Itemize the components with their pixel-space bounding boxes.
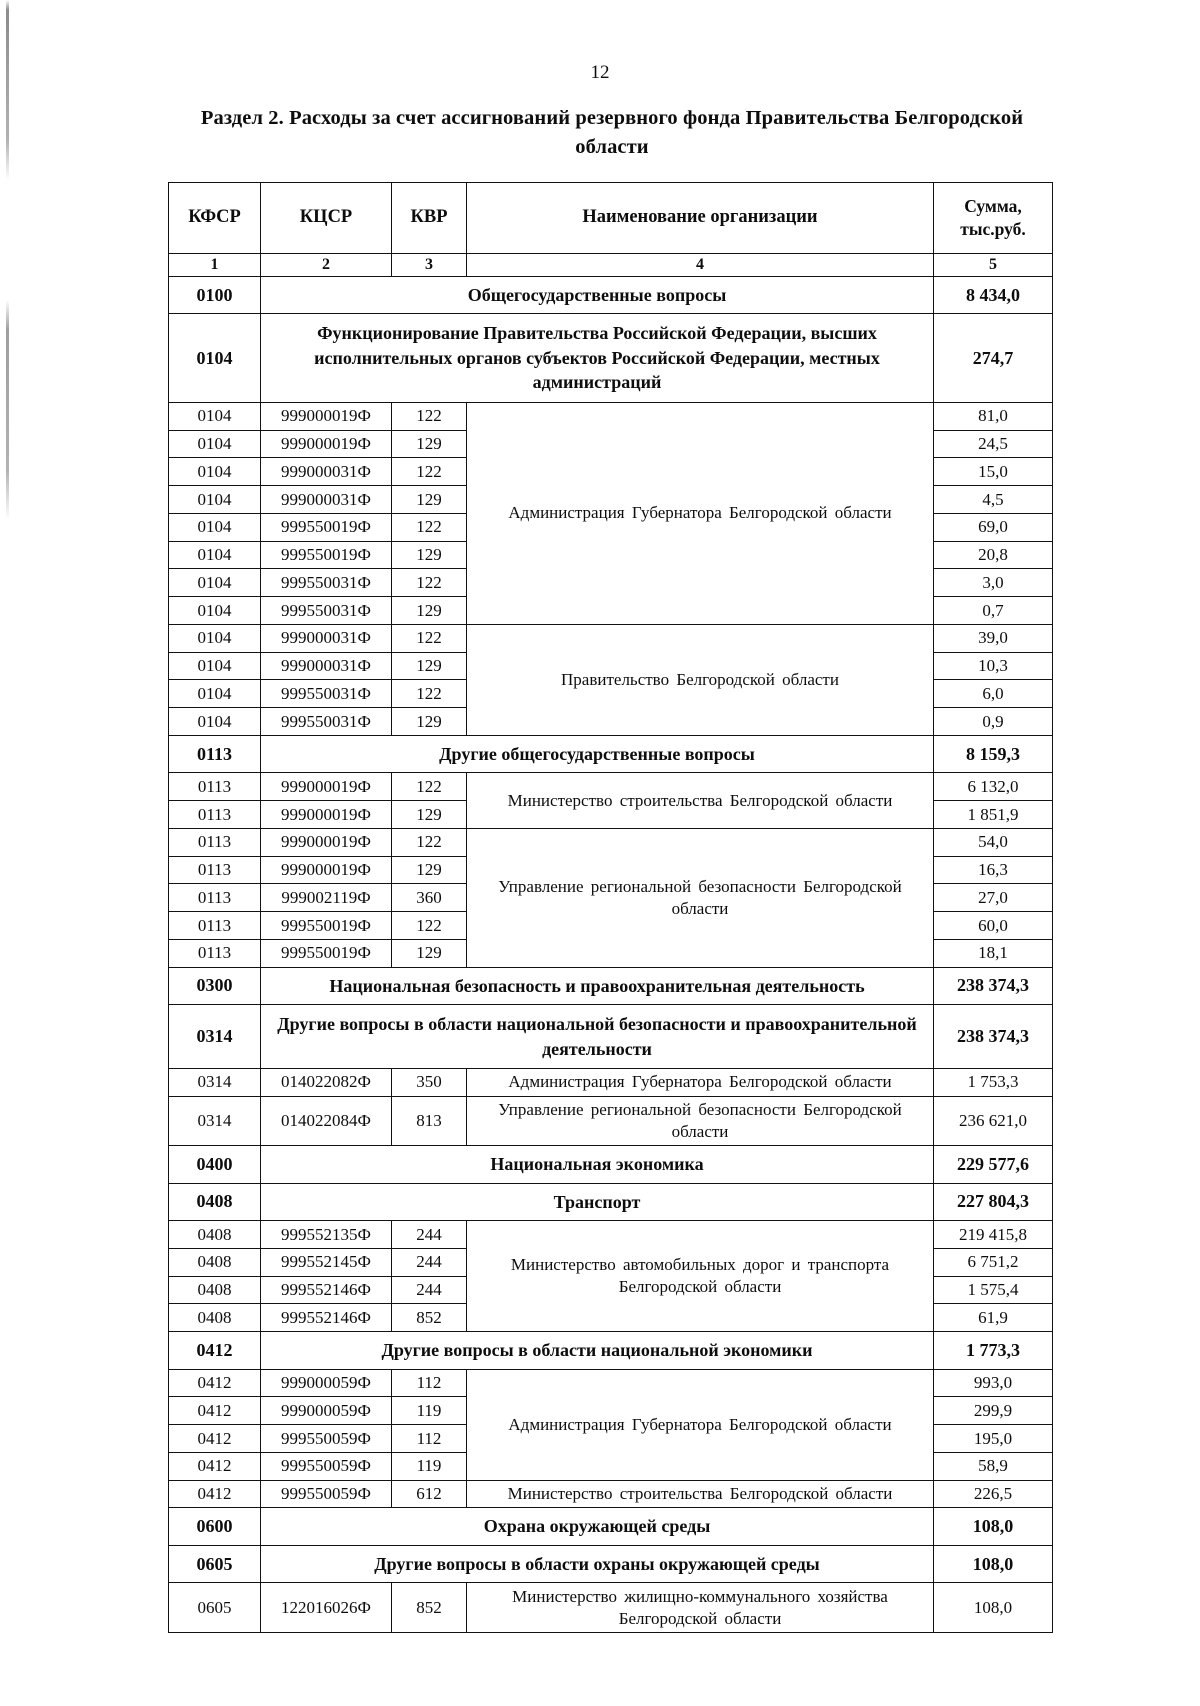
section-name: Другие вопросы в области охраны окружающей среды — [261, 1545, 934, 1582]
cell-kvr: 129 — [392, 597, 467, 625]
sum-header-line-2: тыс.руб. — [960, 218, 1026, 239]
cell-kcsr: 999000059Ф — [261, 1369, 392, 1397]
section-kfsr-code: 0412 — [169, 1332, 261, 1369]
cell-sum: 4,5 — [934, 486, 1053, 514]
section-sum: 274,7 — [934, 314, 1053, 402]
cell-sum: 60,0 — [934, 912, 1053, 940]
section-kfsr-code: 0600 — [169, 1508, 261, 1545]
table-row — [169, 1583, 1053, 1633]
cell-kfsr: 0104 — [169, 680, 261, 708]
cell-kvr: 129 — [392, 856, 467, 884]
section-sum: 238 374,3 — [934, 967, 1053, 1004]
cell-kfsr: 0412 — [169, 1425, 261, 1453]
cell-kcsr: 999000019Ф — [261, 430, 392, 458]
cell-sum: 299,9 — [934, 1397, 1053, 1425]
cell-kfsr: 0104 — [169, 486, 261, 514]
cell-kfsr: 0412 — [169, 1369, 261, 1397]
table-row — [169, 828, 1053, 856]
cell-kvr: 852 — [392, 1304, 467, 1332]
cell-sum: 219 415,8 — [934, 1221, 1053, 1249]
cell-kfsr: 0113 — [169, 801, 261, 829]
cell-kcsr: 999000031Ф — [261, 624, 392, 652]
cell-sum: 58,9 — [934, 1452, 1053, 1480]
cell-kfsr: 0113 — [169, 912, 261, 940]
section-row — [169, 735, 1053, 772]
cell-sum: 0,9 — [934, 708, 1053, 736]
cell-sum: 6 751,2 — [934, 1248, 1053, 1276]
cell-kfsr: 0104 — [169, 624, 261, 652]
cell-kcsr: 999000031Ф — [261, 458, 392, 486]
cell-kvr: 122 — [392, 680, 467, 708]
cell-kfsr: 0104 — [169, 652, 261, 680]
cell-sum: 16,3 — [934, 856, 1053, 884]
cell-kcsr: 999000019Ф — [261, 801, 392, 829]
section-sum: 1 773,3 — [934, 1332, 1053, 1369]
cell-kvr: 122 — [392, 513, 467, 541]
cell-kcsr: 999550059Ф — [261, 1425, 392, 1453]
cell-organization: Министерство строительства Белгородской области — [467, 773, 934, 829]
cell-kvr: 112 — [392, 1425, 467, 1453]
cell-kfsr: 0412 — [169, 1397, 261, 1425]
section-kfsr-code: 0605 — [169, 1545, 261, 1582]
cell-kcsr: 999000031Ф — [261, 652, 392, 680]
scan-edge-artifact — [6, 0, 9, 1706]
section-kfsr-code: 0104 — [169, 314, 261, 402]
cell-kvr: 129 — [392, 430, 467, 458]
cell-kfsr: 0412 — [169, 1452, 261, 1480]
cell-kvr: 244 — [392, 1248, 467, 1276]
cell-kcsr: 999000019Ф — [261, 828, 392, 856]
section-row — [169, 314, 1053, 402]
cell-sum: 1 575,4 — [934, 1276, 1053, 1304]
column-number: 2 — [261, 253, 392, 276]
section-name: Общегосударственные вопросы — [261, 276, 934, 313]
section-row — [169, 276, 1053, 313]
cell-kvr: 244 — [392, 1221, 467, 1249]
cell-kcsr: 999550031Ф — [261, 569, 392, 597]
cell-kcsr: 999000019Ф — [261, 856, 392, 884]
section-kfsr-code: 0100 — [169, 276, 261, 313]
cell-sum: 24,5 — [934, 430, 1053, 458]
cell-kfsr: 0104 — [169, 597, 261, 625]
cell-sum: 15,0 — [934, 458, 1053, 486]
section-name: Охрана окружающей среды — [261, 1508, 934, 1545]
cell-kvr: 122 — [392, 569, 467, 597]
cell-sum: 39,0 — [934, 624, 1053, 652]
cell-kcsr: 999000059Ф — [261, 1397, 392, 1425]
cell-kfsr: 0408 — [169, 1221, 261, 1249]
table-row — [169, 1068, 1053, 1096]
cell-kcsr: 122016026Ф — [261, 1583, 392, 1633]
cell-kvr: 122 — [392, 828, 467, 856]
cell-kfsr: 0113 — [169, 884, 261, 912]
cell-kfsr: 0104 — [169, 513, 261, 541]
cell-sum: 0,7 — [934, 597, 1053, 625]
table-row — [169, 402, 1053, 430]
cell-sum: 236 621,0 — [934, 1096, 1053, 1146]
cell-kfsr: 0113 — [169, 828, 261, 856]
section-row — [169, 1545, 1053, 1582]
cell-kvr: 612 — [392, 1480, 467, 1508]
section-name: Транспорт — [261, 1183, 934, 1220]
cell-kvr: 112 — [392, 1369, 467, 1397]
section-sum: 8 159,3 — [934, 735, 1053, 772]
cell-kvr: 129 — [392, 486, 467, 514]
cell-kfsr: 0314 — [169, 1096, 261, 1146]
cell-kvr: 119 — [392, 1452, 467, 1480]
cell-kcsr: 014022082Ф — [261, 1068, 392, 1096]
cell-kcsr: 999550019Ф — [261, 513, 392, 541]
table-body — [169, 276, 1053, 1632]
cell-kvr: 122 — [392, 402, 467, 430]
cell-sum: 69,0 — [934, 513, 1053, 541]
section-sum: 108,0 — [934, 1545, 1053, 1582]
section-kfsr-code: 0408 — [169, 1183, 261, 1220]
cell-kvr: 129 — [392, 939, 467, 967]
cell-sum: 3,0 — [934, 569, 1053, 597]
cell-kcsr: 999552145Ф — [261, 1248, 392, 1276]
cell-organization: Правительство Белгородской области — [467, 624, 934, 735]
budget-table — [168, 182, 1053, 1633]
section-row — [169, 1146, 1053, 1183]
table-row — [169, 624, 1053, 652]
cell-kcsr: 999550031Ф — [261, 680, 392, 708]
section-row — [169, 967, 1053, 1004]
cell-kcsr: 014022084Ф — [261, 1096, 392, 1146]
cell-sum: 6 132,0 — [934, 773, 1053, 801]
section-sum: 8 434,0 — [934, 276, 1053, 313]
section-sum: 238 374,3 — [934, 1005, 1053, 1069]
cell-sum: 61,9 — [934, 1304, 1053, 1332]
cell-kcsr: 999550019Ф — [261, 912, 392, 940]
table-row — [169, 1096, 1053, 1146]
cell-sum: 1 753,3 — [934, 1068, 1053, 1096]
cell-kfsr: 0113 — [169, 856, 261, 884]
section-name: Другие общегосударственные вопросы — [261, 735, 934, 772]
table-row — [169, 1221, 1053, 1249]
cell-kvr: 244 — [392, 1276, 467, 1304]
cell-sum: 108,0 — [934, 1583, 1053, 1633]
section-name: Другие вопросы в области национальной экономики — [261, 1332, 934, 1369]
cell-kvr: 119 — [392, 1397, 467, 1425]
cell-organization: Администрация Губернатора Белгородской области — [467, 402, 934, 624]
column-number: 3 — [392, 253, 467, 276]
cell-kfsr: 0408 — [169, 1248, 261, 1276]
table-row — [169, 773, 1053, 801]
cell-kfsr: 0314 — [169, 1068, 261, 1096]
cell-kvr: 122 — [392, 773, 467, 801]
page-title: Раздел 2. Расходы за счет ассигнований резервного фонда Правительства Белгородской области — [200, 107, 1024, 159]
cell-kfsr: 0408 — [169, 1304, 261, 1332]
table-row — [169, 1480, 1053, 1508]
table-row — [169, 1369, 1053, 1397]
cell-kvr: 350 — [392, 1068, 467, 1096]
cell-organization: Министерство жилищно-коммунального хозяйства Белгородской области — [467, 1583, 934, 1633]
cell-kfsr: 0104 — [169, 458, 261, 486]
sum-header-line-1: Сумма, — [964, 196, 1022, 216]
cell-kcsr: 999550019Ф — [261, 541, 392, 569]
column-header-kcsr: КЦСР — [261, 183, 392, 254]
cell-kvr: 122 — [392, 458, 467, 486]
column-header-organization: Наименование организации — [467, 183, 934, 254]
cell-kcsr: 999552135Ф — [261, 1221, 392, 1249]
cell-kvr: 813 — [392, 1096, 467, 1146]
cell-kcsr: 999002119Ф — [261, 884, 392, 912]
cell-organization: Министерство строительства Белгородской области — [467, 1480, 934, 1508]
section-row — [169, 1332, 1053, 1369]
cell-kcsr: 999552146Ф — [261, 1276, 392, 1304]
section-name: Другие вопросы в области национальной безопасности и правоохранительной деятельности — [261, 1005, 934, 1069]
cell-kfsr: 0605 — [169, 1583, 261, 1633]
column-number: 1 — [169, 253, 261, 276]
cell-kvr: 129 — [392, 652, 467, 680]
cell-kvr: 122 — [392, 912, 467, 940]
column-header-kvr: КВР — [392, 183, 467, 254]
cell-kfsr: 0408 — [169, 1276, 261, 1304]
header-row — [169, 183, 1053, 254]
cell-sum: 1 851,9 — [934, 801, 1053, 829]
table-head — [169, 183, 1053, 277]
cell-kfsr: 0104 — [169, 430, 261, 458]
section-kfsr-code: 0400 — [169, 1146, 261, 1183]
cell-kfsr: 0412 — [169, 1480, 261, 1508]
section-kfsr-code: 0300 — [169, 967, 261, 1004]
section-sum: 227 804,3 — [934, 1183, 1053, 1220]
column-header-sum — [934, 183, 1053, 254]
cell-kfsr: 0113 — [169, 939, 261, 967]
section-row — [169, 1508, 1053, 1545]
cell-kcsr: 999550059Ф — [261, 1452, 392, 1480]
cell-sum: 6,0 — [934, 680, 1053, 708]
cell-sum: 18,1 — [934, 939, 1053, 967]
section-row — [169, 1183, 1053, 1220]
cell-kfsr: 0113 — [169, 773, 261, 801]
cell-organization: Управление региональной безопасности Белгородской области — [467, 828, 934, 967]
cell-kvr: 129 — [392, 541, 467, 569]
cell-sum: 226,5 — [934, 1480, 1053, 1508]
cell-kcsr: 999550031Ф — [261, 708, 392, 736]
section-name: Национальная безопасность и правоохранительная деятельность — [261, 967, 934, 1004]
cell-sum: 27,0 — [934, 884, 1053, 912]
cell-organization: Администрация Губернатора Белгородской области — [467, 1369, 934, 1480]
cell-organization: Администрация Губернатора Белгородской области — [467, 1068, 934, 1096]
cell-sum: 54,0 — [934, 828, 1053, 856]
column-number-row — [169, 253, 1053, 276]
column-number: 4 — [467, 253, 934, 276]
cell-kcsr: 999000031Ф — [261, 486, 392, 514]
cell-kfsr: 0104 — [169, 569, 261, 597]
section-name: Функционирование Правительства Российской Федерации, высших исполнительных органов субъектов Российской Федерации, местных администраций — [261, 314, 934, 402]
cell-sum: 993,0 — [934, 1369, 1053, 1397]
cell-kcsr: 999000019Ф — [261, 773, 392, 801]
cell-kfsr: 0104 — [169, 541, 261, 569]
section-row — [169, 1005, 1053, 1069]
cell-kcsr: 999550019Ф — [261, 939, 392, 967]
section-kfsr-code: 0314 — [169, 1005, 261, 1069]
cell-kcsr: 999550031Ф — [261, 597, 392, 625]
cell-sum: 10,3 — [934, 652, 1053, 680]
cell-kfsr: 0104 — [169, 402, 261, 430]
cell-kvr: 122 — [392, 624, 467, 652]
cell-organization: Министерство автомобильных дорог и транспорта Белгородской области — [467, 1221, 934, 1332]
cell-sum: 81,0 — [934, 402, 1053, 430]
cell-kvr: 852 — [392, 1583, 467, 1633]
section-sum: 108,0 — [934, 1508, 1053, 1545]
cell-kfsr: 0104 — [169, 708, 261, 736]
cell-organization: Управление региональной безопасности Белгородской области — [467, 1096, 934, 1146]
cell-kcsr: 999552146Ф — [261, 1304, 392, 1332]
section-kfsr-code: 0113 — [169, 735, 261, 772]
cell-kvr: 129 — [392, 801, 467, 829]
cell-sum: 20,8 — [934, 541, 1053, 569]
column-header-kfsr: КФСР — [169, 183, 261, 254]
cell-kvr: 360 — [392, 884, 467, 912]
cell-kcsr: 999550059Ф — [261, 1480, 392, 1508]
cell-kvr: 129 — [392, 708, 467, 736]
section-sum: 229 577,6 — [934, 1146, 1053, 1183]
column-number: 5 — [934, 253, 1053, 276]
section-name: Национальная экономика — [261, 1146, 934, 1183]
cell-sum: 195,0 — [934, 1425, 1053, 1453]
cell-kcsr: 999000019Ф — [261, 402, 392, 430]
page-number: 12 — [590, 62, 610, 83]
